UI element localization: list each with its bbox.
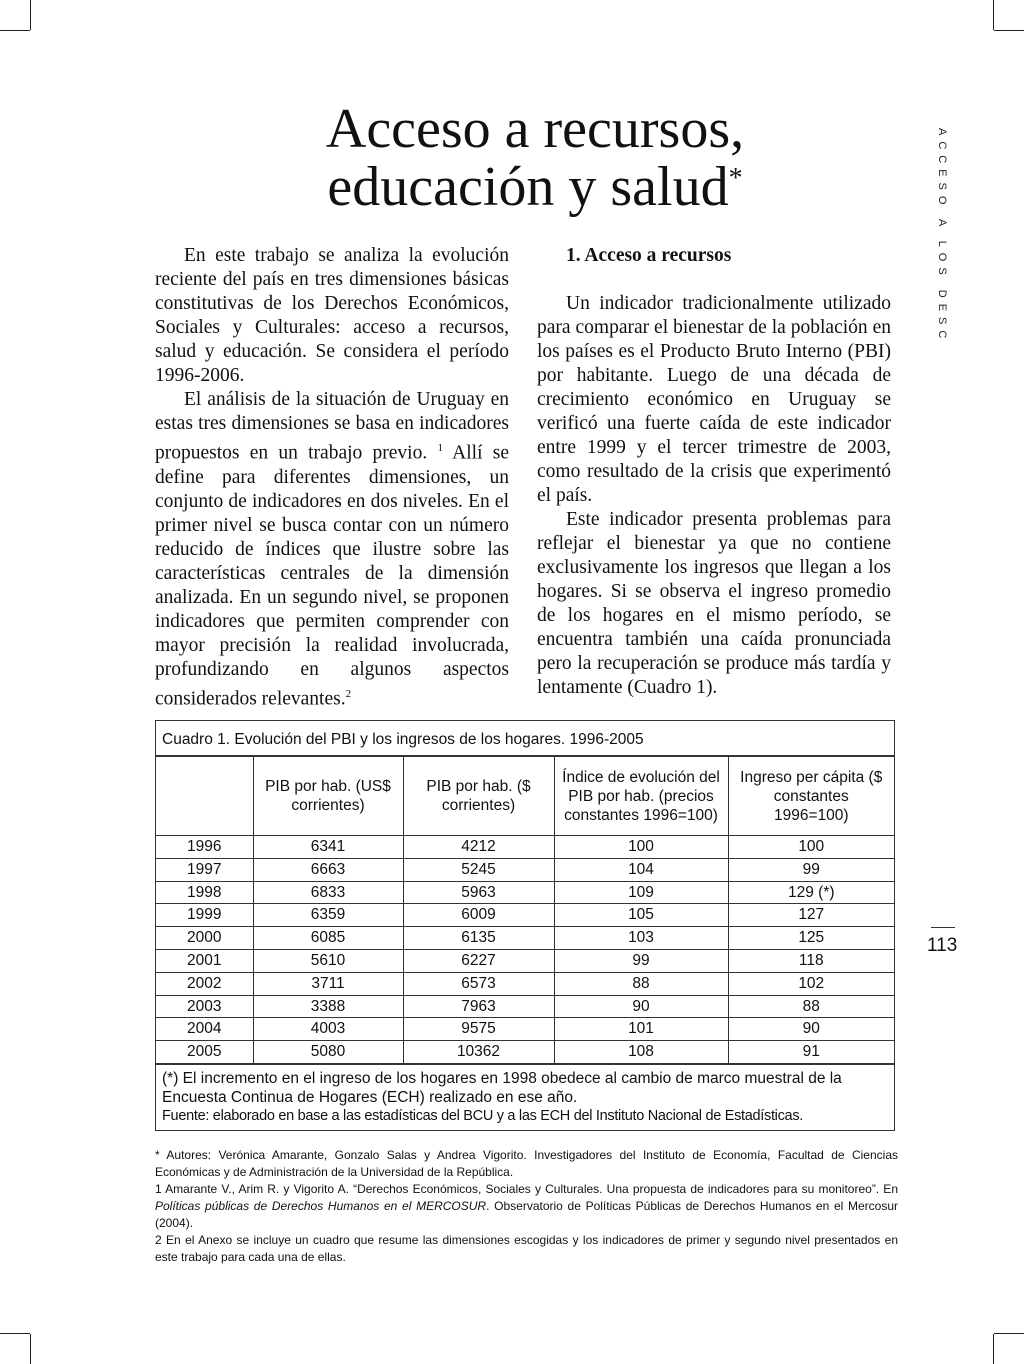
table-cell: 104: [554, 858, 728, 881]
table-row: [156, 836, 894, 859]
table-header-cell: [156, 757, 253, 836]
table-body: [156, 836, 894, 1064]
table-cell: 6009: [403, 904, 554, 927]
table-cell: 6359: [253, 904, 403, 927]
table-row: [156, 1041, 894, 1064]
section-heading: 1. Acceso a recursos: [566, 245, 732, 266]
footnote-1-publication: Políticas públicas de Derechos Humanos en el MERCOSUR: [155, 1199, 487, 1213]
table-cell: 99: [554, 949, 728, 972]
table-cell: 6573: [403, 972, 554, 995]
table-source: Fuente: elaborado en base a las estadísticas del BCU y a las ECH del Instituto Nacional de Estadísticas.: [162, 1107, 803, 1124]
crop-mark-top-right-v: [993, 0, 994, 30]
table-cell: 108: [554, 1041, 728, 1064]
table-grid: [156, 756, 894, 1064]
footnote-1-text-end: . Observatorio de Políticas Públicas de Derechos Humanos en el Mercosur (2004).: [155, 1199, 899, 1230]
table-cell: 99: [728, 858, 894, 881]
table-header-cell: PIB por hab. (US$ corrientes): [253, 757, 403, 836]
running-head: ACCESO A LOS DESC: [936, 128, 948, 345]
table-year-cell: 1997: [156, 858, 253, 881]
table-year-cell: 2003: [156, 995, 253, 1018]
table-cell: 4003: [253, 1018, 403, 1041]
table-cell: 6663: [253, 858, 403, 881]
crop-mark-bottom-left-v: [30, 1334, 31, 1364]
table-cell: 7963: [403, 995, 554, 1018]
table-year-cell: 1998: [156, 881, 253, 904]
table-cell: 101: [554, 1018, 728, 1041]
table-row: [156, 904, 894, 927]
table-cell: 4212: [403, 836, 554, 859]
left-column: [155, 244, 509, 711]
table-cell: 3388: [253, 995, 403, 1018]
left-paragraph-2-text: El análisis de la situación de Uruguay en estas tres dimensiones se basa en indicadores propuestos en un trabajo previo.: [155, 389, 509, 464]
table-row: [156, 1018, 894, 1041]
table-cell: 91: [728, 1041, 894, 1064]
page-number-rule: [931, 927, 955, 928]
crop-mark-top-left-v: [30, 0, 31, 30]
table-year-cell: 1996: [156, 836, 253, 859]
right-paragraph-2: Este indicador presenta problemas para reflejar el bienestar ya que no contiene exclusivamente los ingresos que llegan a los hogares. Si se observa el ingreso promedio de los hogares en el mismo período, se encuentra también una caída pronunciada pero la recuperación se produce más tardía y lentamente (Cuadro 1).: [537, 509, 891, 698]
table-year-cell: 1999: [156, 904, 253, 927]
left-paragraph-2-continued: Allí se define para diferentes dimensiones, un conjunto de indicadores en dos niveles. En el primer nivel se busca contar con un número reducido de índices que ilustre sobre las características centrales de la dimensión analizada. En un segundo nivel, se proponen indicadores que permiten comprender con mayor precisión la realidad involucrada, profundizando en algunos aspectos considerados relevantes.: [155, 442, 509, 709]
footnote-ref-1[interactable]: 1: [437, 442, 443, 454]
table-row: [156, 972, 894, 995]
table-cell: 105: [554, 904, 728, 927]
table-header-row: [156, 757, 894, 836]
table-row: [156, 949, 894, 972]
table-footnote: (*) El incremento en el ingreso de los hogares en 1998 obedece al cambio de marco muestral de la Encuesta Continua de Hogares (ECH) realizado en ese año.: [162, 1069, 842, 1106]
footnote-ref-2[interactable]: 2: [345, 687, 352, 700]
right-paragraph-1: Un indicador tradicionalmente utilizado para comparar el bienestar de la población en los países es el Producto Bruto Interno (PBI) por habitante. Luego de una década de crecimiento económico en Uruguay se verificó una fuerte caída de este indicador entre 1999 y el tercer trimestre de 2003, como resultado de la crisis que experimentó el país.: [537, 293, 891, 506]
table-cell: 125: [728, 927, 894, 950]
crop-mark-top-left-h: [0, 30, 30, 31]
table-cell: 9575: [403, 1018, 554, 1041]
table-note: [156, 1064, 894, 1130]
table-cell: 5245: [403, 858, 554, 881]
footnote-1: [155, 1181, 898, 1232]
table-cell: 100: [728, 836, 894, 859]
footnote-1-text: 1 Amarante V., Arim R. y Vigorito A. “Derechos Económicos, Sociales y Culturales. Una propuesta de indicadores para su monitoreo”. En: [155, 1182, 898, 1196]
table-cell: 6833: [253, 881, 403, 904]
table-cell: 103: [554, 927, 728, 950]
crop-mark-top-right-h: [994, 30, 1024, 31]
table-row: [156, 858, 894, 881]
table-caption: Cuadro 1. Evolución del PBI y los ingresos de los hogares. 1996-2005: [156, 721, 894, 756]
table-cell: 127: [728, 904, 894, 927]
footnotes: [155, 1147, 898, 1266]
table-cell: 5963: [403, 881, 554, 904]
table-cell: 5610: [253, 949, 403, 972]
table-cell: 90: [554, 995, 728, 1018]
title-footnote-mark: *: [728, 163, 743, 194]
table-cell: 10362: [403, 1041, 554, 1064]
footnote-authors: * Autores: Verónica Amarante, Gonzalo Salas y Andrea Vigorito. Investigadores del Instituto de Economía, Facultad de Ciencias Económicas y de Administración de la Universidad de la República.: [155, 1148, 898, 1179]
table-header-cell: Ingreso per cápita ($ constantes 1996=100): [728, 757, 894, 836]
table-cell: 88: [728, 995, 894, 1018]
footnote-2: 2 En el Anexo se incluye un cuadro que resume las dimensiones escogidas y los indicadores de primer y segundo nivel presentados en este trabajo para cada una de ellas.: [155, 1233, 898, 1264]
table-cell: 100: [554, 836, 728, 859]
table-header-cell: Índice de evolución del PIB por hab. (precios constantes 1996=100): [554, 757, 728, 836]
table-year-cell: 2001: [156, 949, 253, 972]
table-cell: 129 (*): [728, 881, 894, 904]
left-paragraph-1: En este trabajo se analiza la evolución reciente del país en tres dimensiones básicas constitutivas de los Derechos Económicos, Sociales y Culturales: acceso a recursos, salud y educación. Se considera el período 1996-2006.: [155, 245, 509, 386]
table-cell: 118: [728, 949, 894, 972]
crop-mark-bottom-right-v: [993, 1334, 994, 1364]
left-paragraph-2: [155, 388, 509, 711]
title-line-2: educación y salud: [327, 156, 729, 218]
table-cell: 90: [728, 1018, 894, 1041]
table-cell: 3711: [253, 972, 403, 995]
table-cell: 6135: [403, 927, 554, 950]
crop-mark-bottom-right-h: [994, 1333, 1024, 1334]
table-cell: 6341: [253, 836, 403, 859]
table-year-cell: 2005: [156, 1041, 253, 1064]
table-year-cell: 2004: [156, 1018, 253, 1041]
crop-mark-bottom-left-h: [0, 1333, 30, 1334]
table-row: [156, 881, 894, 904]
page-number: 113: [927, 935, 958, 956]
table-row: [156, 995, 894, 1018]
table-cell: 88: [554, 972, 728, 995]
table-year-cell: 2002: [156, 972, 253, 995]
data-table: [155, 720, 895, 1131]
table-cell: 6227: [403, 949, 554, 972]
table-cell: 102: [728, 972, 894, 995]
title-line-1: Acceso a recursos,: [325, 98, 745, 160]
table-cell: 109: [554, 881, 728, 904]
right-column: [537, 244, 891, 700]
table-cell: 5080: [253, 1041, 403, 1064]
table-row: [156, 927, 894, 950]
table-header-cell: PIB por hab. ($ corrientes): [403, 757, 554, 836]
page-title: [300, 100, 770, 216]
table-year-cell: 2000: [156, 927, 253, 950]
table-cell: 6085: [253, 927, 403, 950]
